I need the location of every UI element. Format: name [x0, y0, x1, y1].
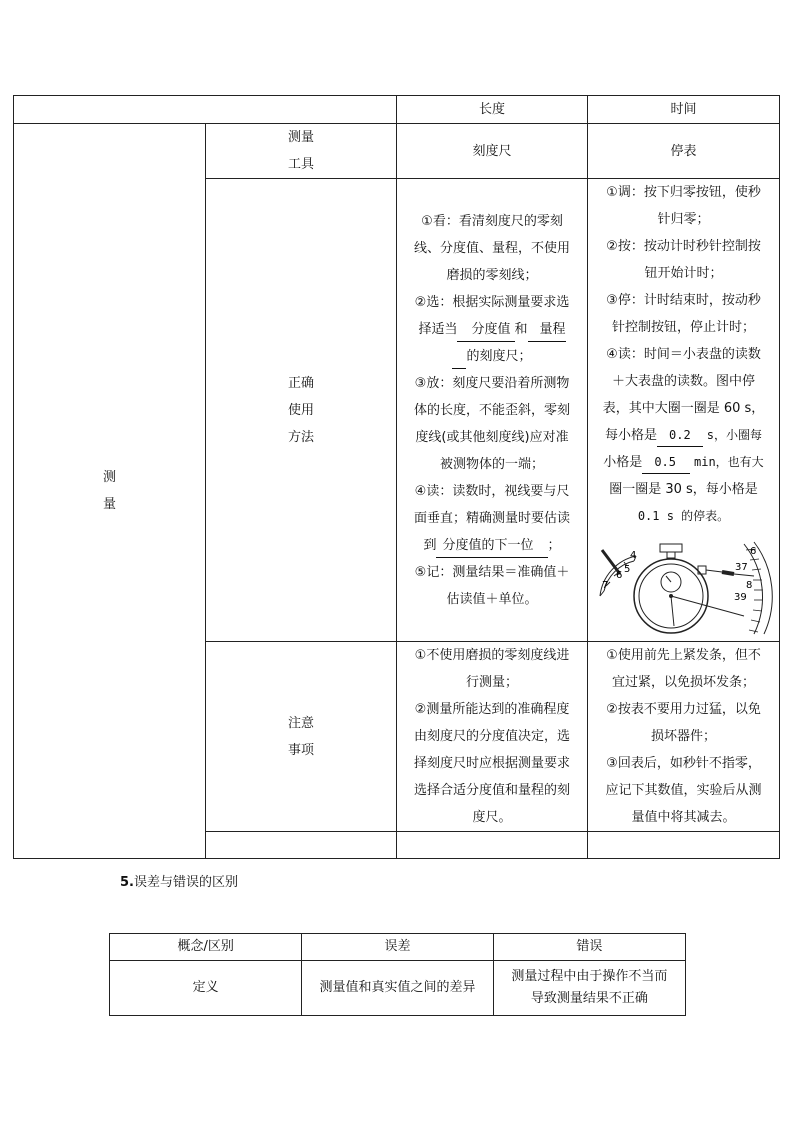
usage-length-line: 线、分度值、量程，不使用 — [413, 240, 570, 256]
notes-time-line: ②按表不要用力过猛，以免 — [606, 702, 761, 717]
text-fragment: 和 — [514, 321, 528, 337]
usage-length-line: ①看：看清刻度尺的零刻 — [421, 213, 563, 229]
blank-answer: 0.5 — [642, 451, 690, 474]
dial-label: 4 — [629, 550, 636, 561]
mistake-definition-line: 测量过程中由于操作不当而 — [511, 969, 668, 984]
text-fragment: 的刻度尺； — [466, 348, 532, 364]
diff-header-mistake: 错误 — [493, 934, 685, 961]
notes-time-line: ①使用前先上紧发条，但不 — [606, 648, 761, 663]
dial-label: 6 — [749, 546, 756, 557]
diff-header-concept: 概念/区别 — [110, 934, 302, 961]
dial-label: 7 — [601, 580, 608, 591]
usage-time-line: 圈一圈是 30 s，每小格是 — [609, 482, 758, 497]
notes-label — [206, 642, 397, 832]
usage-time-line: 0.1 s 的停表。 — [637, 509, 730, 523]
notes-length-line: 行测量； — [465, 675, 518, 690]
usage-length-line: 磨损的零刻线； — [446, 267, 538, 283]
usage-length-line — [401, 532, 583, 559]
usage-length-line: ③放：刻度尺要沿着所测物 — [414, 375, 570, 391]
header-time: 时间 — [588, 96, 780, 124]
tool-label — [206, 124, 397, 179]
error-definition: 测量值和真实值之间的差异 — [302, 961, 493, 1016]
text-fragment: 小格是 — [603, 455, 643, 470]
notes-time-line: 损坏器件； — [650, 729, 716, 744]
text-fragment: ； — [547, 537, 561, 553]
mistake-definition-line: 导致测量结果不正确 — [530, 991, 648, 1006]
usage-length-line: 估读值＋单位。 — [446, 591, 538, 607]
diff-definition-row — [110, 961, 686, 1016]
usage-time-line: ＋大表盘的读数。图中停 — [611, 374, 755, 389]
crown-button — [660, 544, 682, 552]
notes-length-line: ①不使用磨损的零刻度线进 — [414, 648, 570, 663]
notes-label-line-1: 注意 — [287, 715, 314, 731]
dial-label: 5 — [623, 564, 630, 575]
notes-length-line: 由刻度尺的分度值决定，选 — [413, 729, 570, 744]
text-fragment: s，小圈每 — [706, 428, 762, 442]
row-header-char-1: 测 — [102, 470, 116, 485]
pointer-needle — [722, 572, 734, 574]
usage-time-line — [592, 449, 775, 476]
notes-label-line-2: 事项 — [287, 742, 314, 758]
tool-row — [14, 124, 780, 179]
usage-length-line — [401, 343, 583, 370]
usage-time-line: 表，其中大圈一圈是 60 s， — [602, 401, 765, 416]
usage-time-line: ②按：按动计时秒针控制按 — [606, 239, 761, 254]
text-fragment: 每小格是 — [605, 428, 658, 443]
usage-length-line — [401, 316, 583, 343]
dial-label: 39 — [733, 592, 747, 603]
notes-length-line: 选择合适分度值和量程的刻 — [413, 783, 570, 798]
mistake-definition — [493, 961, 685, 1016]
diff-header-row — [110, 934, 686, 961]
blank-answer: 分度值 — [457, 319, 514, 342]
usage-label-line-1: 正确 — [287, 375, 314, 391]
tool-length: 刻度尺 — [397, 124, 588, 179]
text-fragment: min，也有大 — [694, 455, 764, 469]
usage-length-line: 面垂直；精确测量时要估读 — [413, 510, 570, 526]
usage-length-line: 体的长度，不能歪斜，零刻 — [413, 402, 570, 418]
text-fragment: 到 — [423, 537, 437, 553]
dial-label: 6 — [615, 570, 622, 581]
empty-cell — [206, 832, 397, 859]
diff-row-label: 定义 — [110, 961, 302, 1016]
notes-time — [588, 642, 780, 832]
section-heading — [120, 871, 238, 890]
usage-label-line-2: 使用 — [287, 402, 314, 418]
usage-length-line: ④读：读数时，视线要与尺 — [414, 483, 570, 499]
diff-header-error: 误差 — [302, 934, 493, 961]
notes-time-line: ③回表后，如秒针不指零， — [606, 756, 761, 771]
usage-time-line — [592, 422, 775, 449]
usage-time-line: ④读：时间＝小表盘的读数 — [606, 347, 761, 362]
row-header-measure — [14, 124, 206, 859]
usage-time-line: 针归零； — [657, 212, 710, 227]
usage-time-line: 钮开始计时； — [644, 266, 723, 281]
notes-length-line: 择刻度尺时应根据测量要求 — [413, 756, 570, 771]
text-fragment: 择适当 — [418, 321, 458, 337]
usage-length-line: 度线(或其他刻度线)应对准 — [415, 429, 569, 445]
tool-label-line-1: 测量 — [287, 130, 314, 145]
usage-time — [588, 179, 780, 642]
notes-time-line: 量值中将其减去。 — [631, 810, 736, 825]
usage-label-line-3: 方法 — [287, 429, 314, 445]
dial-label: 37 — [734, 562, 748, 573]
notes-length-line: 度尺。 — [472, 810, 512, 825]
usage-time-line: ③停：计时结束时，按动秒 — [606, 293, 761, 308]
header-row — [14, 96, 780, 124]
blank-answer: 量程 — [528, 319, 566, 342]
header-length: 长度 — [397, 96, 588, 124]
section-title: 误差与错误的区别 — [133, 875, 238, 890]
dial-label: 8 — [745, 580, 752, 591]
notes-time-line: 宜过紧，以免损坏发条； — [611, 675, 755, 690]
usage-time-line: ①调：按下归零按钮，使秒 — [606, 185, 761, 200]
empty-cell — [397, 832, 588, 859]
notes-length — [397, 642, 588, 832]
tool-label-line-2: 工具 — [287, 157, 314, 172]
notes-length-line: ②测量所能达到的准确程度 — [414, 702, 570, 717]
blank-answer: 分度值的下一位 — [436, 535, 547, 558]
blank-answer: 0.2 — [657, 424, 703, 447]
usage-time-line: 针控制按钮，停止计时； — [611, 320, 755, 335]
error-vs-mistake-table — [109, 933, 686, 1016]
section-number: 5. — [120, 875, 134, 890]
usage-length-line: ②选：根据实际测量要求选 — [414, 294, 570, 310]
tool-time: 停表 — [588, 124, 780, 179]
usage-length-line: 被测物体的一端； — [439, 456, 544, 472]
usage-length-line: ⑤记：测量结果＝准确值＋ — [414, 564, 570, 580]
row-header-char-2: 量 — [102, 497, 116, 512]
corner-cell — [14, 96, 397, 124]
empty-cell — [588, 832, 780, 859]
usage-label — [206, 179, 397, 642]
measurement-table — [13, 95, 780, 859]
usage-length — [397, 179, 588, 642]
notes-time-line: 应记下其数值，实验后从测 — [605, 783, 762, 798]
stopwatch-illustration — [594, 536, 774, 636]
